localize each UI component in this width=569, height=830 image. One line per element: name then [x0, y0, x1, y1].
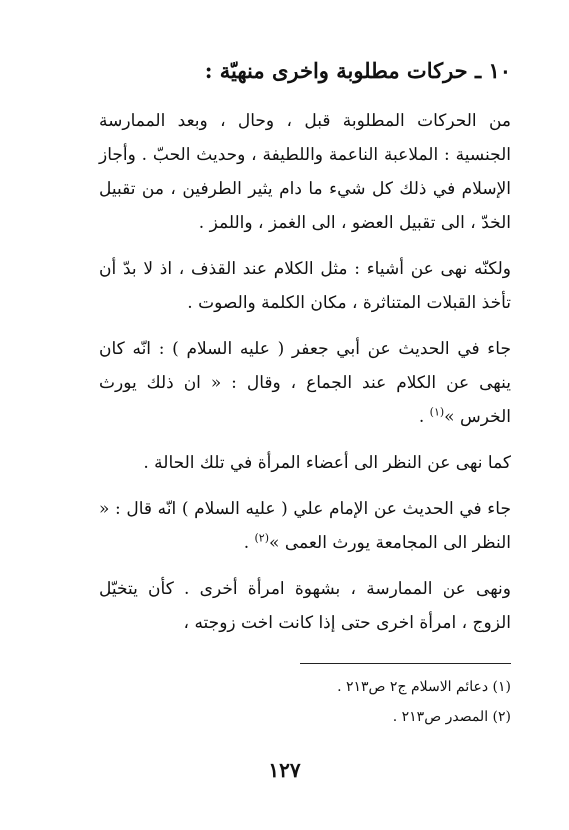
paragraph-3-text: جاء في الحديث عن أبي جعفر ( عليه السلام ) : انّه كان ينهى عن الكلام عند الجماع ، وقال : « ان ذلك يورث الخرس »: [99, 339, 511, 427]
footnote-ref-1: (١): [429, 405, 445, 419]
section-heading: ١٠ ـ حركات مطلوبة واخرى منهيّة :: [204, 58, 511, 83]
footnote-ref-2: (٢): [254, 531, 270, 545]
main-text: [99, 52, 511, 652]
paragraph-4: كما نهى عن النظر الى أعضاء المرأة في تلك الحالة .: [143, 453, 511, 473]
paragraph-3-end: .: [418, 407, 430, 427]
paragraph-5-text: جاء في الحديث عن الإمام علي ( عليه السلام ) انّه قال : « النظر الى المجامعة يورث العمى »: [99, 499, 511, 553]
page-number: ١٢٧: [268, 758, 301, 782]
paragraph-6: ونهى عن الممارسة ، بشهوة امرأة أخرى . كأن يتخيّل الزوج ، امرأة اخرى حتى إذا كانت اخت زوجته ،: [99, 579, 511, 633]
paragraph-1: من الحركات المطلوبة قبل ، وحال ، وبعد الممارسة الجنسية : الملاعبة الناعمة واللطيفة ، وحديث الحبّ . وأجاز الإسلام في ذلك كل شيء ما دام يثير الطرفين ، من تقبيل الخدّ ، الى تقبيل العضو ، الى الغمز ، واللمز .: [99, 111, 511, 233]
paragraph-2: ولكنّه نهى عن أشياء : مثل الكلام عند القذف ، اذ لا بدّ أن تأخذ القبلات المتناثرة ، مكان الكلمة والصوت .: [99, 259, 511, 313]
footnote-1: (١) دعائم الاسلام ج٢ ص٢١٣ .: [337, 679, 511, 695]
footnote-2: (٢) المصدر ص٢١٣ .: [392, 709, 511, 725]
footnotes: [211, 672, 511, 732]
paragraph-5-end: .: [243, 533, 255, 553]
footnote-divider: [300, 663, 511, 664]
paragraph-5: [99, 492, 511, 560]
paragraph-3: [99, 332, 511, 434]
